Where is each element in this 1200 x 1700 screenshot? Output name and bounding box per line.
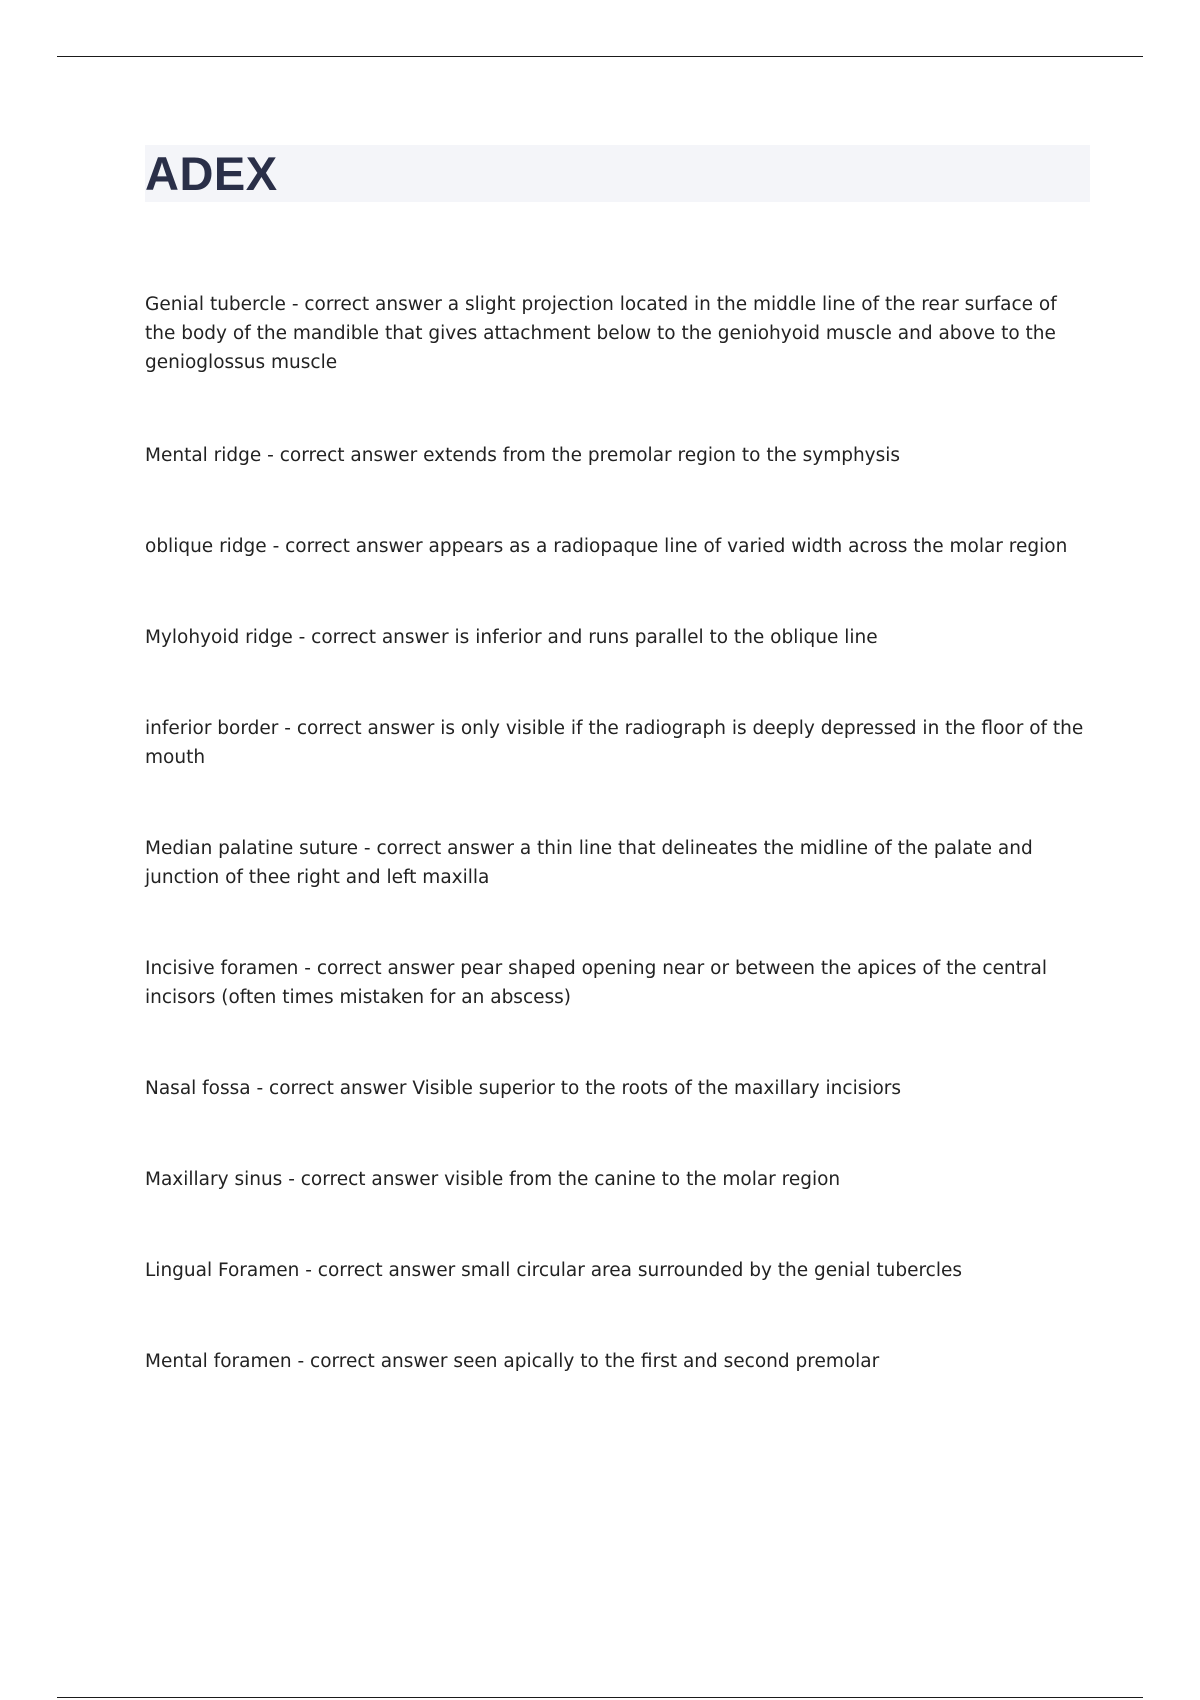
entry-separator: - correct answer xyxy=(266,536,429,557)
entry-answer: is inferior and runs parallel to the oblique line xyxy=(454,627,878,648)
flashcard-entry xyxy=(145,714,1090,772)
entry-answer: small circular area surrounded by the genial tubercles xyxy=(461,1260,962,1281)
entry-separator: - correct answer xyxy=(285,294,448,315)
entry-answer: a thin line that delineates the midline of the palate and junction of thee right and left maxilla xyxy=(145,838,1033,888)
flashcard-entry xyxy=(145,532,1090,561)
entry-answer: extends from the premolar region to the symphysis xyxy=(423,445,901,466)
bottom-divider xyxy=(57,1697,1143,1698)
entry-separator: - correct answer xyxy=(299,1260,462,1281)
flashcard-entry xyxy=(145,290,1090,377)
entry-separator: - correct answer xyxy=(358,838,520,859)
page-title: ADEX xyxy=(145,147,278,200)
entry-term: Lingual Foramen xyxy=(145,1260,300,1281)
entry-term: Mylohyoid ridge xyxy=(145,627,293,648)
entry-answer: Visible superior to the roots of the maxillary incisiors xyxy=(412,1078,902,1099)
flashcard-entry xyxy=(145,1347,1090,1376)
flashcard-entry xyxy=(145,1256,1090,1285)
entry-term: Mental ridge xyxy=(145,445,262,466)
entry-answer: visible from the canine to the molar region xyxy=(444,1169,841,1190)
entry-separator: - correct answer xyxy=(291,1351,454,1372)
entry-term: oblique ridge xyxy=(145,536,267,557)
entry-term: inferior border xyxy=(145,718,279,739)
entry-answer: pear shaped opening near or between the apices of the central incisors (often times mistaken for an abscess) xyxy=(145,958,1047,1008)
entry-term: Median palatine suture xyxy=(145,838,359,859)
entry-term: Mental foramen xyxy=(145,1351,292,1372)
entry-term: Genial tubercle xyxy=(145,294,286,315)
entry-separator: - correct answer xyxy=(250,1078,413,1099)
entry-answer: seen apically to the first and second premolar xyxy=(453,1351,880,1372)
entry-answer: a slight projection located in the middle line of the rear surface of the body of the mandible that gives attachment below to the geniohyoid muscle and above to the genioglossus muscle xyxy=(145,294,1057,373)
flashcard-entry xyxy=(145,834,1090,892)
entry-separator: - correct answer xyxy=(292,627,455,648)
entry-separator: - correct answer xyxy=(298,958,461,979)
entry-separator: - correct answer xyxy=(282,1169,445,1190)
entry-term: Incisive foramen xyxy=(145,958,299,979)
entry-separator: - correct answer xyxy=(261,445,424,466)
top-divider xyxy=(57,56,1143,57)
entry-term: Maxillary sinus xyxy=(145,1169,283,1190)
entry-term: Nasal fossa xyxy=(145,1078,251,1099)
flashcard-entry xyxy=(145,1165,1090,1194)
entry-separator: - correct answer xyxy=(278,718,441,739)
entry-answer: is only visible if the radiograph is deeply depressed in the floor of the mouth xyxy=(145,718,1084,768)
flashcard-entry xyxy=(145,1074,1090,1103)
flashcard-entry xyxy=(145,623,1090,652)
entry-answer: appears as a radiopaque line of varied width across the molar region xyxy=(428,536,1068,557)
flashcard-entry xyxy=(145,441,1090,470)
title-banner xyxy=(145,145,1090,202)
flashcard-entry xyxy=(145,954,1090,1012)
